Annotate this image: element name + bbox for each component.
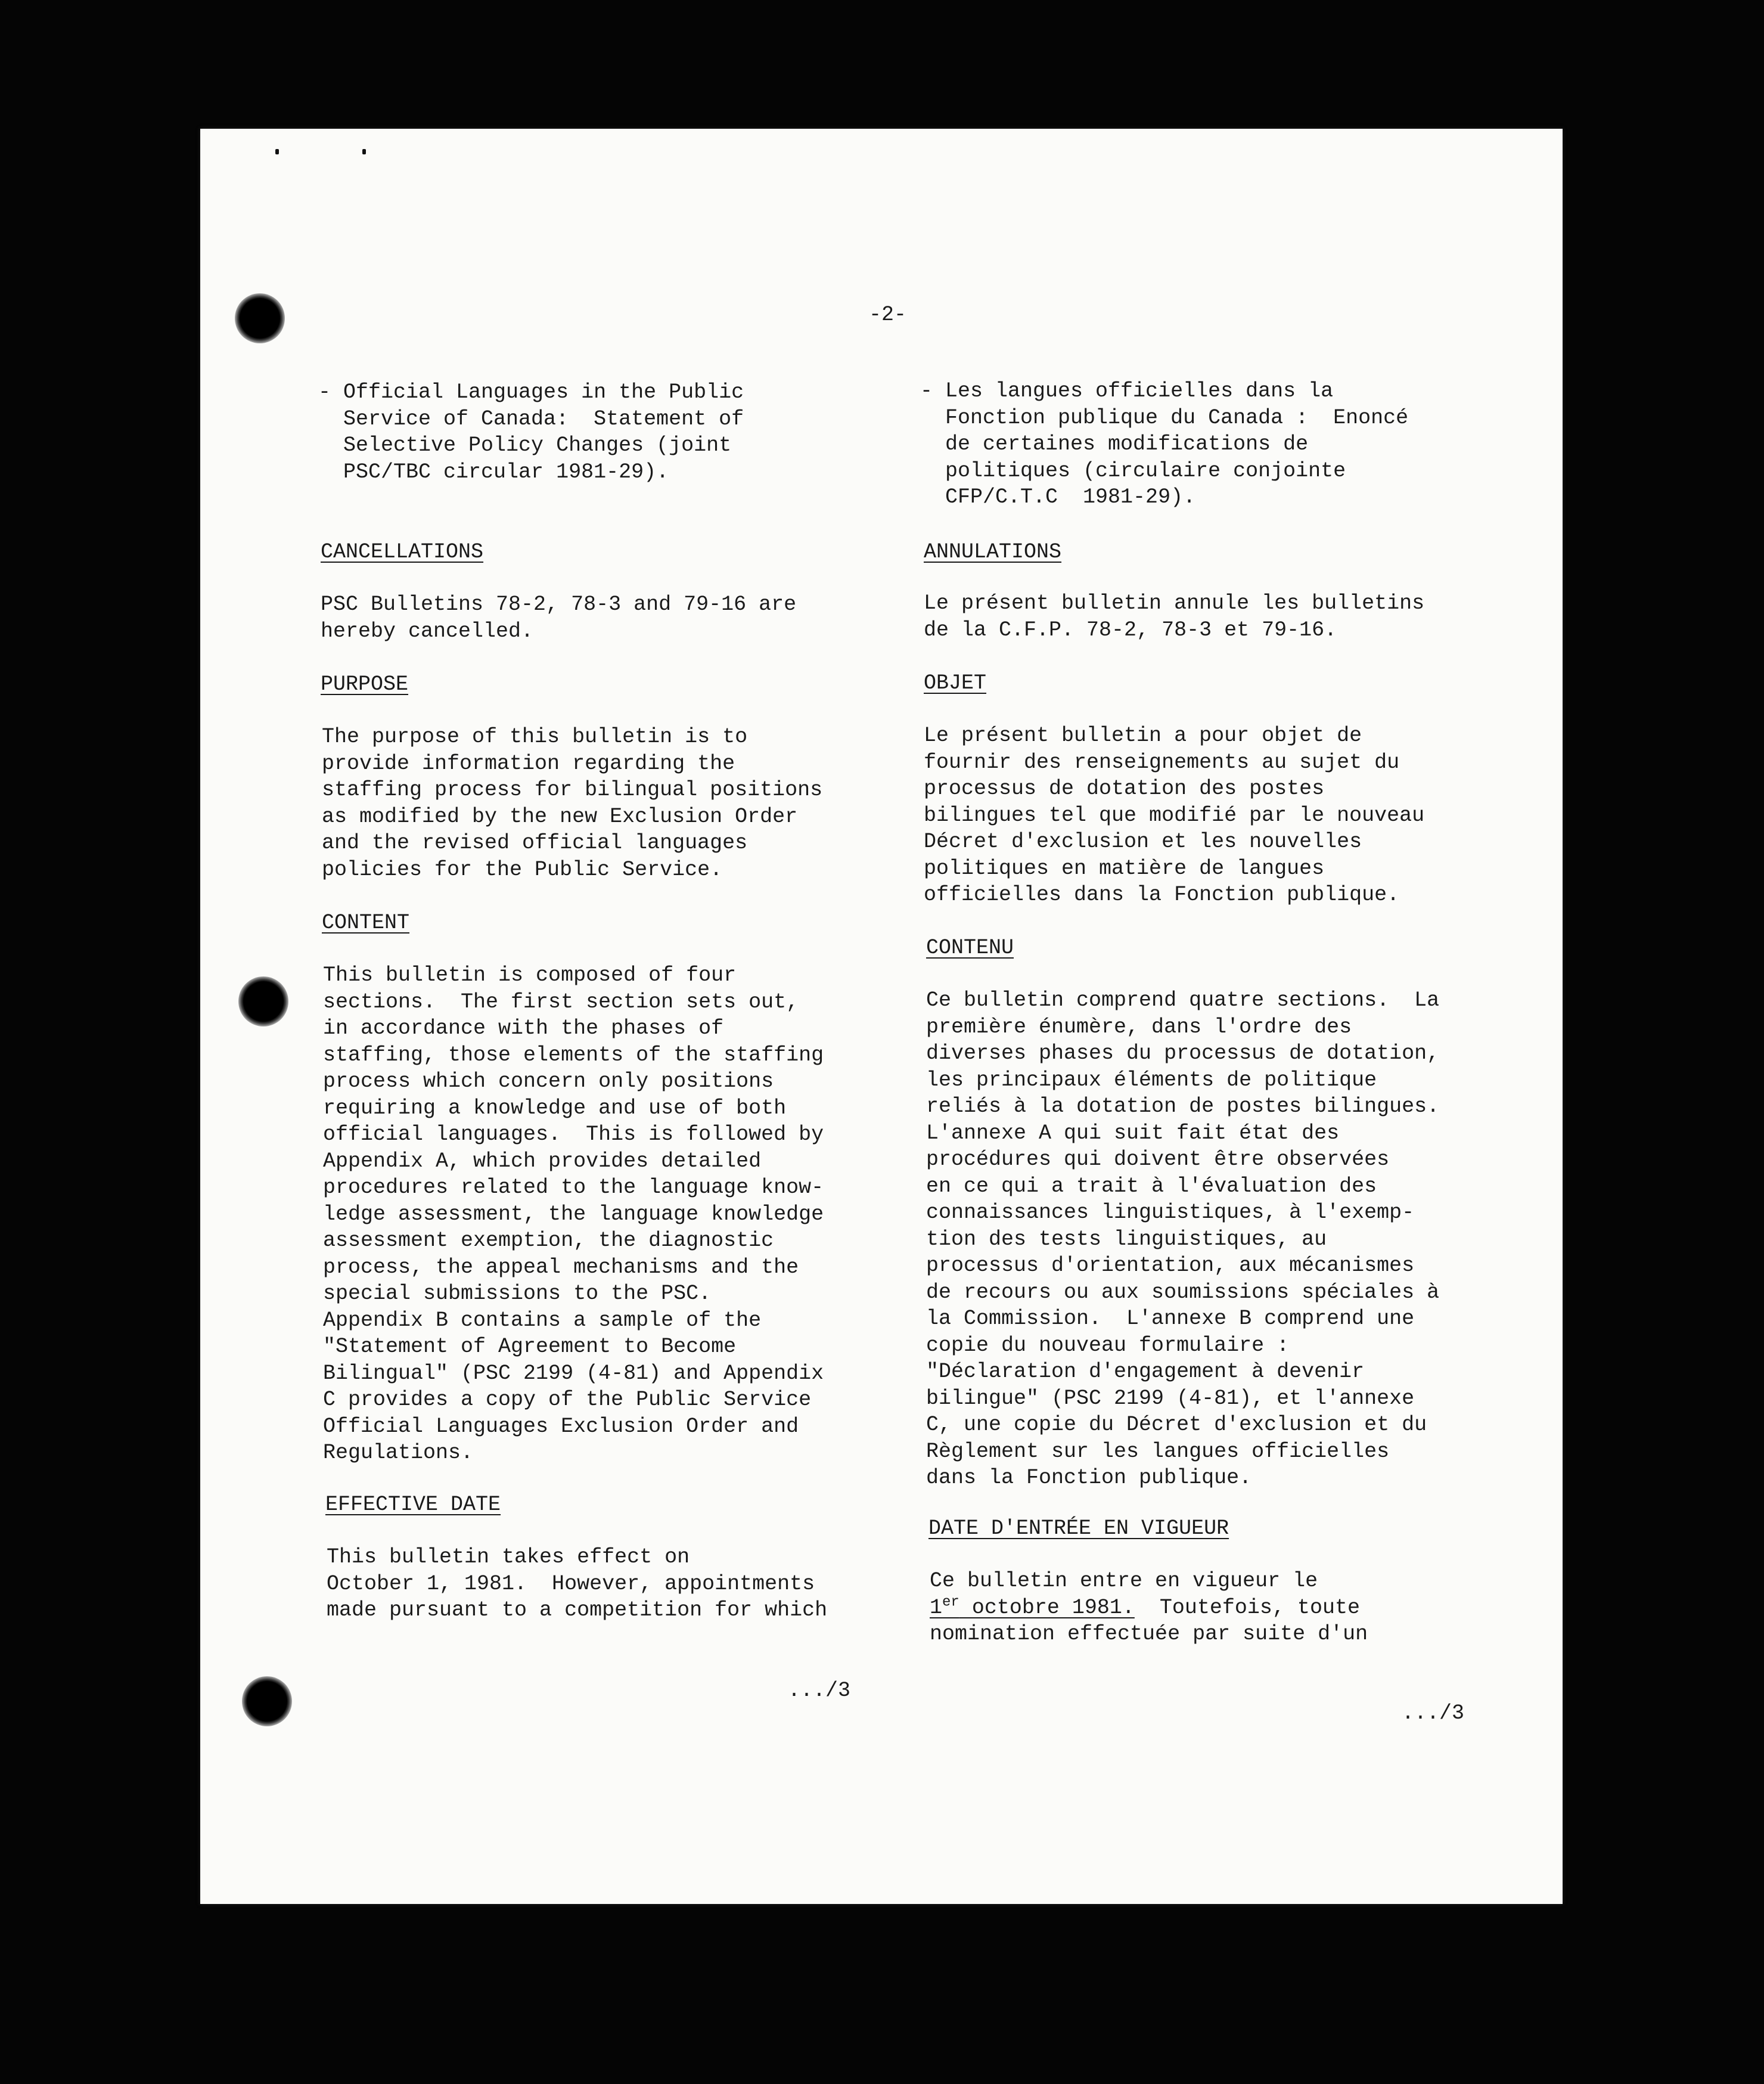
text-line: staffing process for bilingual positions [322,778,823,802]
text-line: en ce qui a trait à l'évaluation des [926,1174,1377,1198]
text-line: procedures related to the language know- [323,1176,824,1199]
text-line: hereby cancelled. [321,619,534,643]
text-line: connaissances linguistiques, à l'exemp- [926,1201,1415,1224]
text-line: - Les langues officielles dans la [920,379,1334,403]
text-line: Ce bulletin comprend quatre sections. La [926,988,1440,1012]
text-line: PSC Bulletins 78-2, 78-3 and 79-16 are [321,593,797,616]
text-line: Bilingual" (PSC 2199 (4-81) and Appendix [323,1361,824,1385]
text-line: officielles dans la Fonction publique. [924,883,1400,907]
french-intro [920,378,1408,511]
paper-speck [275,149,279,154]
text-line: Ce bulletin entre en vigueur le [930,1569,1318,1593]
text-line: special submissions to the PSC. [323,1282,712,1305]
text-line: This bulletin takes effect on [327,1545,690,1569]
text-line: C, une copie du Décret d'exclusion et du [926,1413,1427,1437]
punch-hole-top [235,293,285,343]
text-line: sections. The first section sets out, [323,990,799,1014]
purpose-paragraph [322,724,822,883]
text-line: as modified by the new Exclusion Order [322,804,798,829]
cancellations-paragraph [321,591,796,644]
text-line: copie du nouveau formulaire : [926,1333,1290,1357]
effective-date-rest: octobre 1981. [959,1595,1135,1620]
text-line: processus de dotation des postes [924,777,1325,801]
text-line: de recours ou aux soumissions spéciales à [926,1280,1440,1304]
paper-speck [362,149,366,154]
date-entree-paragraph [930,1568,1368,1648]
document-page [200,129,1563,1904]
text-line: Règlement sur les langues officielles [926,1439,1390,1463]
content-paragraph [323,962,824,1466]
cancellations-heading: CANCELLATIONS [321,540,484,564]
text-line: politiques en matière de langues [924,856,1325,880]
text-line: Le présent bulletin annule les bulletins [924,591,1425,615]
continuation-marker-left: .../3 [788,1679,851,1702]
text-line: Décret d'exclusion et les nouvelles [924,830,1362,854]
text-line: procédures qui doivent être observées [926,1148,1390,1171]
text-line: official languages. This is followed by [323,1122,824,1146]
text-line: Official Languages Exclusion Order and [323,1414,799,1438]
english-intro [318,379,744,485]
text-line: les principaux éléments de politique [926,1068,1377,1092]
effective-day-suffix: er [942,1593,959,1610]
text-line: - Official Languages in the Public [318,380,744,404]
text-line: requiring a knowledge and use of both [323,1096,787,1120]
text-line: Le présent bulletin a pour objet de [924,724,1362,748]
text-line: provide information regarding the [322,751,735,776]
text-line: diverses phases du processus de dotation, [926,1041,1440,1065]
text-line: October 1, 1981. However, appointments [327,1571,815,1596]
text-line: Appendix B contains a sample of the [323,1308,762,1332]
annulations-heading: ANNULATIONS [924,540,1062,564]
text-line: This bulletin is composed of four [323,963,737,987]
text-line: de la C.F.P. 78-2, 78-3 et 79-16. [924,618,1337,642]
text-line: la Commission. L'annexe B comprend une [926,1307,1415,1331]
effective-date-underlined [930,1593,1135,1620]
text-line: première énumère, dans l'ordre des [926,1015,1352,1039]
text-line: PSC/TBC circular 1981-29). [318,460,669,484]
text-line: assessment exemption, the diagnostic [323,1229,774,1252]
text-line: L'annexe A qui suit fait état des [926,1121,1340,1145]
annulations-paragraph [924,590,1424,643]
text-line: processus d'orientation, aux mécanismes [926,1254,1415,1277]
text-line: process which concern only positions [323,1069,774,1093]
effective-day: 1 [930,1595,943,1620]
text-line: CFP/C.T.C 1981-29). [920,485,1196,509]
text-line: Fonction publique du Canada : Enoncé [920,405,1409,430]
text-line: tion des tests linguistiques, au [926,1227,1327,1251]
text-line: bilingues tel que modifié par le nouveau [924,803,1425,827]
text-line: fournir des renseignements au sujet du [924,750,1400,774]
objet-heading: OBJET [924,671,987,695]
text-line: Appendix A, which provides detailed [323,1149,762,1173]
text-line: ledge assessment, the language knowledge [323,1202,824,1226]
text-line: "Déclaration d'engagement à devenir [926,1360,1365,1384]
purpose-heading: PURPOSE [321,672,409,696]
date-entree-heading: DATE D'ENTRÉE EN VIGUEUR [928,1517,1229,1540]
text-line: reliés à la dotation de postes bilingues. [926,1094,1440,1118]
content-heading: CONTENT [322,911,410,935]
text-line: nomination effectuée par suite d'un [930,1622,1368,1646]
text-line: and the revised official languages [322,831,748,855]
text-line [930,1595,1368,1621]
text-line: C provides a copy of the Public Service [323,1388,812,1412]
contenu-paragraph [926,987,1439,1491]
text-line: Service of Canada: Statement of [318,407,744,431]
text-line: made pursuant to a competition for which [327,1598,828,1622]
text-line: The purpose of this bulletin is to [322,725,748,749]
text-line: "Statement of Agreement to Become [323,1335,737,1359]
text-line: in accordance with the phases of [323,1016,724,1040]
text-line: Regulations. [323,1441,474,1465]
text-line: dans la Fonction publique. [926,1466,1252,1490]
effective-date-paragraph [327,1544,827,1624]
text-line: policies for the Public Service. [322,857,723,882]
text-line: bilingue" (PSC 2199 (4-81), et l'annexe [926,1386,1415,1410]
page-number: -2- [869,303,907,327]
contenu-heading: CONTENU [926,936,1014,960]
punch-hole-middle [238,976,288,1027]
text-line: staffing, those elements of the staffing [323,1043,824,1067]
effective-line-tail: Toutefois, toute [1134,1595,1360,1620]
text-line: Selective Policy Changes (joint [318,433,732,457]
text-line: politiques (circulaire conjointe [920,458,1346,483]
text-line: process, the appeal mechanisms and the [323,1255,799,1279]
continuation-marker-right: .../3 [1402,1701,1465,1725]
punch-hole-bottom [242,1676,292,1726]
text-line: de certaines modifications de [920,432,1309,456]
objet-paragraph [924,722,1424,908]
effective-date-heading: EFFECTIVE DATE [325,1493,501,1517]
